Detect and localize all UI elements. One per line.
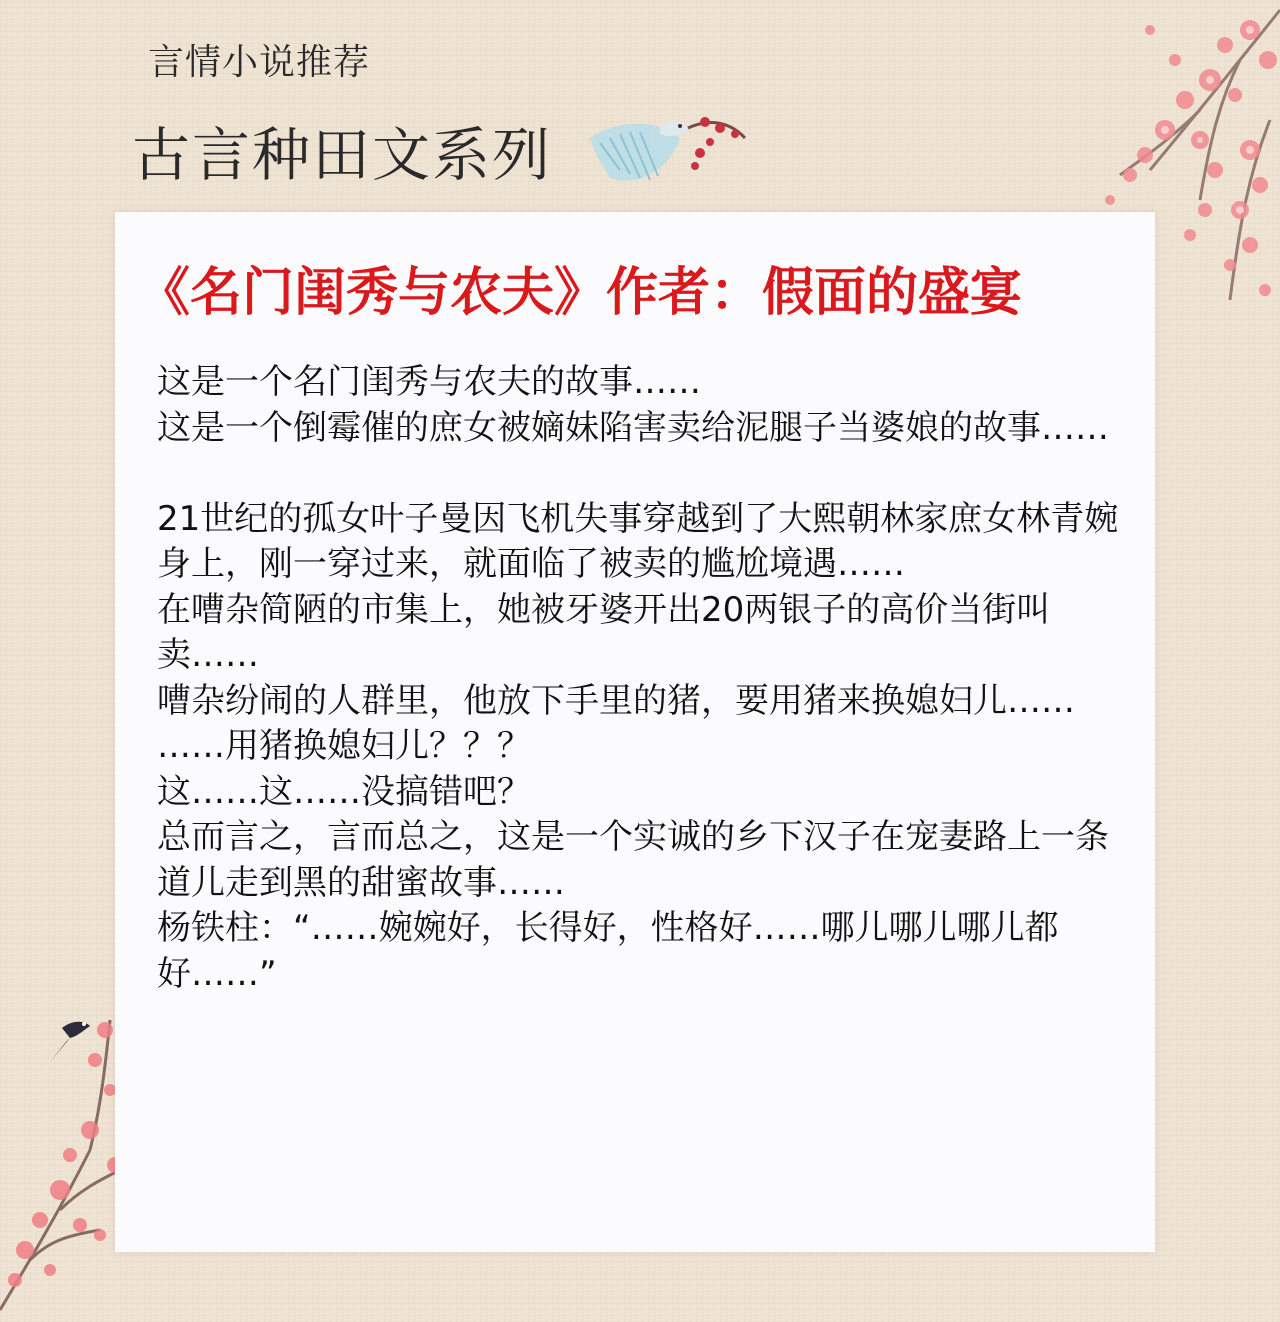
series-subtitle: 言情小说推荐 — [148, 42, 371, 83]
synopsis-paragraph: 总而言之，言而总之，这是一个实诚的乡下汉子在宠妻路上一条道儿走到黑的甜蜜故事…… — [157, 817, 1109, 903]
synopsis-text — [157, 360, 1127, 997]
synopsis-paragraph: ……用猪换媳妇儿？？？ — [157, 726, 531, 766]
synopsis-paragraph: 杨铁柱：“……婉婉好，长得好，性格好……哪儿哪儿哪儿都好……” — [157, 908, 1059, 994]
swallow-bird-icon — [50, 1022, 90, 1062]
synopsis-paragraph: 这……这……没搞错吧？ — [157, 771, 531, 812]
paragraph-gap — [157, 451, 1127, 497]
synopsis-paragraph: 这是一个名门闺秀与农夫的故事…… — [157, 362, 701, 402]
synopsis-paragraph: 这是一个倒霉催的庶女被嫡妹陷害卖给泥腿子当婆娘的故事…… — [157, 407, 1109, 448]
book-title-author: 《名门闺秀与农夫》作者：假面的盛宴 — [138, 263, 1023, 323]
bird-on-branch-icon — [580, 108, 750, 203]
synopsis-paragraph: 在嘈杂简陋的市集上，她被牙婆开出20两银子的高价当街叫卖…… — [157, 589, 1051, 675]
series-title: 古言种田文系列 — [132, 121, 553, 189]
synopsis-paragraph: 21世纪的孤女叶子曼因飞机失事穿越到了大熙朝林家庶女林青婉身上，刚一穿过来，就面临了被卖的尴尬境遇…… — [157, 498, 1119, 584]
synopsis-paragraph: 嘈杂纷闹的人群里，他放下手里的猪，要用猪来换媳妇儿…… — [157, 680, 1075, 721]
